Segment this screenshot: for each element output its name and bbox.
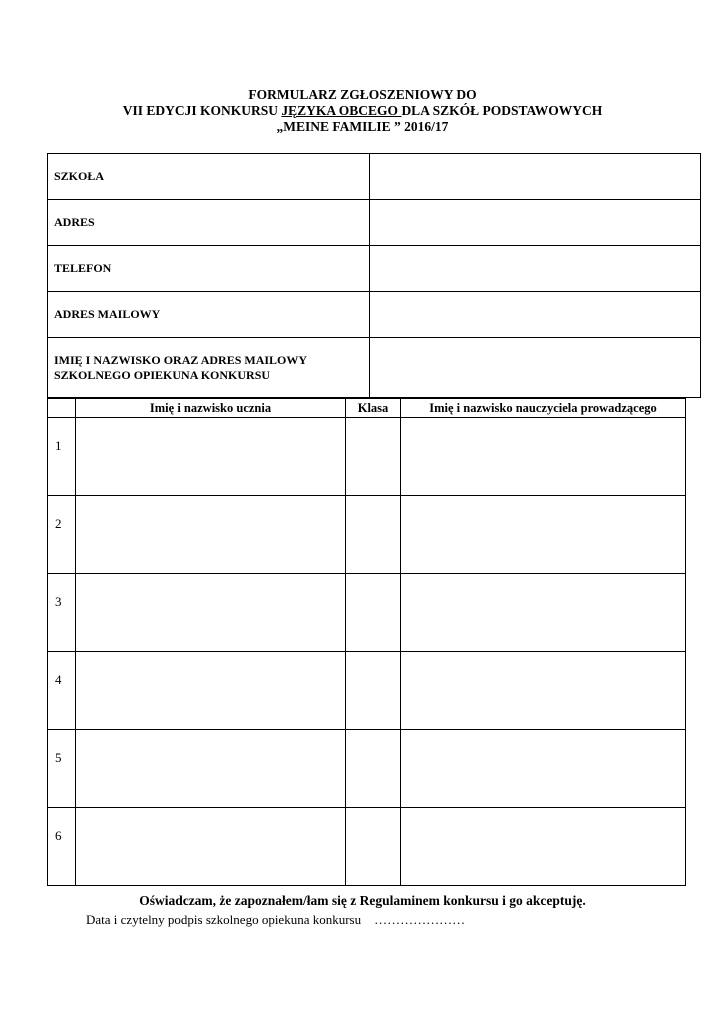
- row-number: 1: [48, 418, 76, 496]
- student-name-cell[interactable]: [76, 730, 346, 808]
- form-subtitle: [0, 103, 725, 119]
- signature-dots[interactable]: …………………: [374, 912, 466, 927]
- signature-line: [86, 912, 465, 928]
- table-row: [48, 652, 686, 730]
- address-label: ADRES: [48, 200, 370, 246]
- info-row-phone: [48, 246, 701, 292]
- teacher-cell[interactable]: [401, 808, 686, 886]
- students-table-header: [48, 399, 686, 418]
- form-header: [0, 87, 725, 135]
- table-row: [48, 808, 686, 886]
- class-cell[interactable]: [346, 496, 401, 574]
- subtitle-underlined: JĘZYKA OBCEGO: [281, 103, 402, 118]
- school-info-table: [47, 153, 701, 398]
- address-field[interactable]: [370, 200, 701, 246]
- school-field[interactable]: [370, 154, 701, 200]
- teacher-cell[interactable]: [401, 574, 686, 652]
- class-cell[interactable]: [346, 652, 401, 730]
- column-header-class: Klasa: [346, 399, 401, 418]
- signature-label: Data i czytelny podpis szkolnego opiekuna konkursu: [86, 912, 362, 927]
- teacher-cell[interactable]: [401, 418, 686, 496]
- class-cell[interactable]: [346, 574, 401, 652]
- table-row: [48, 496, 686, 574]
- info-row-email: [48, 292, 701, 338]
- class-cell[interactable]: [346, 418, 401, 496]
- teacher-cell[interactable]: [401, 496, 686, 574]
- table-row: [48, 730, 686, 808]
- student-name-cell[interactable]: [76, 808, 346, 886]
- teacher-cell[interactable]: [401, 730, 686, 808]
- row-number: 3: [48, 574, 76, 652]
- declaration-text: Oświadczam, że zapoznałem/łam się z Regulaminem konkursu i go akceptuję.: [139, 893, 586, 908]
- info-row-address: [48, 200, 701, 246]
- supervisor-label-line2: SZKOLNEGO OPIEKUNA KONKURSU: [54, 367, 271, 382]
- phone-field[interactable]: [370, 246, 701, 292]
- subtitle-prefix: VII EDYCJI KONKURSU: [122, 103, 282, 118]
- row-number: 4: [48, 652, 76, 730]
- info-row-supervisor: [48, 338, 701, 398]
- column-header-student-name: Imię i nazwisko ucznia: [76, 399, 346, 418]
- supervisor-label-line1: IMIĘ I NAZWISKO ORAZ ADRES MAILOWY: [54, 352, 308, 367]
- class-cell[interactable]: [346, 808, 401, 886]
- students-table: [47, 398, 686, 886]
- contest-name: „MEINE FAMILIE ” 2016/17: [276, 119, 449, 134]
- column-header-teacher: Imię i nazwisko nauczyciela prowadzącego: [401, 399, 686, 418]
- student-name-cell[interactable]: [76, 574, 346, 652]
- supervisor-label: [48, 338, 370, 398]
- student-name-cell[interactable]: [76, 418, 346, 496]
- table-row: [48, 418, 686, 496]
- student-name-cell[interactable]: [76, 496, 346, 574]
- class-cell[interactable]: [346, 730, 401, 808]
- school-label: SZKOŁA: [48, 154, 370, 200]
- email-field[interactable]: [370, 292, 701, 338]
- row-number: 2: [48, 496, 76, 574]
- student-name-cell[interactable]: [76, 652, 346, 730]
- table-row: [48, 574, 686, 652]
- phone-label: TELEFON: [48, 246, 370, 292]
- row-number: 5: [48, 730, 76, 808]
- row-number: 6: [48, 808, 76, 886]
- info-row-school: [48, 154, 701, 200]
- teacher-cell[interactable]: [401, 652, 686, 730]
- supervisor-field[interactable]: [370, 338, 701, 398]
- column-header-number: [48, 399, 76, 418]
- form-title: FORMULARZ ZGŁOSZENIOWY DO: [248, 87, 477, 102]
- email-label: ADRES MAILOWY: [48, 292, 370, 338]
- subtitle-suffix: DLA SZKÓŁ PODSTAWOWYCH: [401, 103, 603, 118]
